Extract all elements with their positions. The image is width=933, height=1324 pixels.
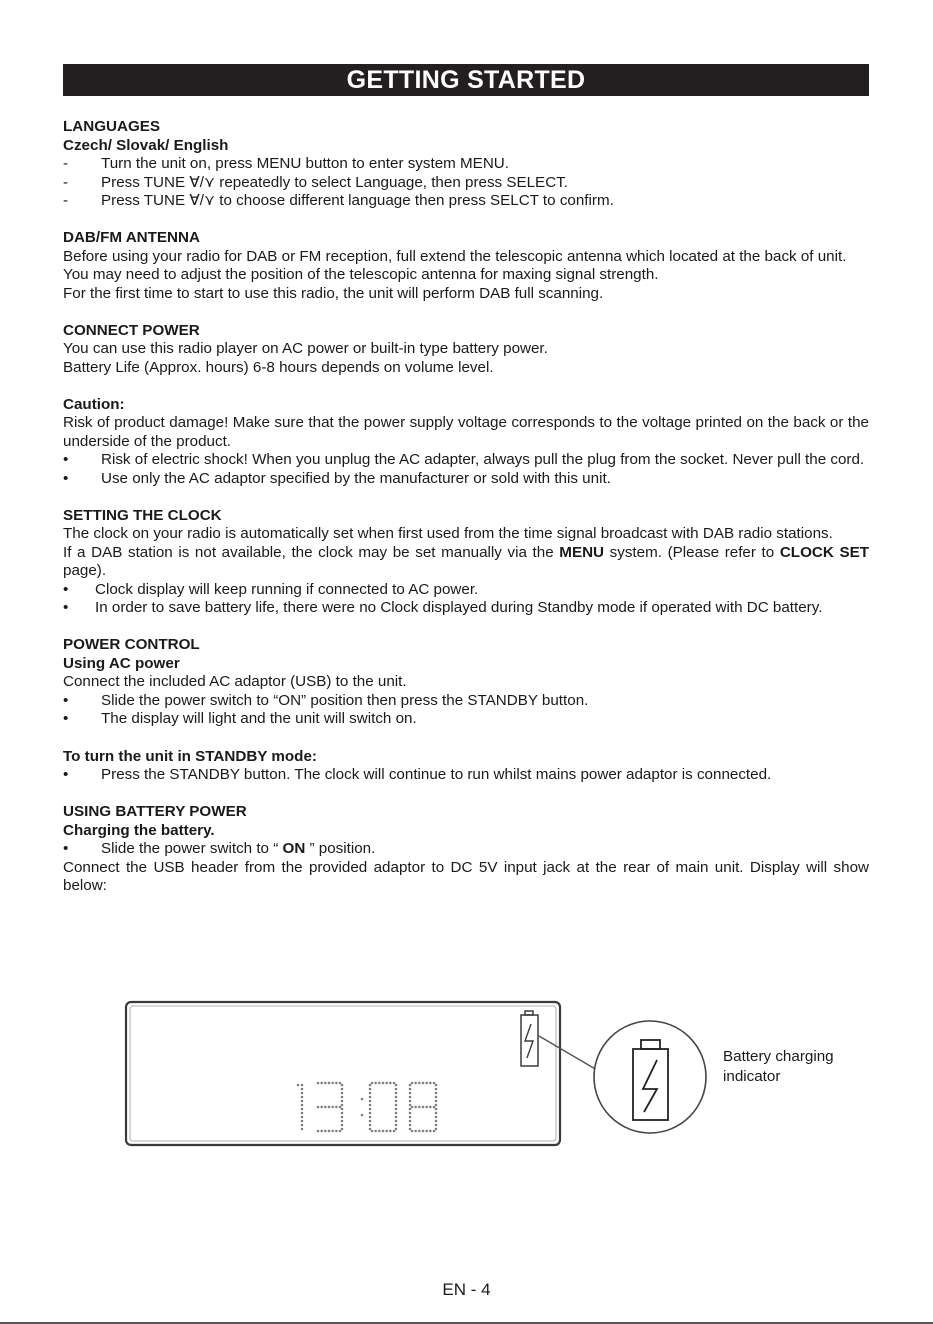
lcd-dot <box>341 1088 344 1091</box>
paragraph: You may need to adjust the position of the telescopic antenna for maxing signal strength. <box>63 266 659 284</box>
lcd-screen-inner <box>130 1006 556 1141</box>
lcd-dot <box>361 1098 364 1101</box>
lcd-dot <box>409 1120 412 1123</box>
lcd-dot <box>418 1130 421 1133</box>
lcd-dot <box>341 1128 344 1131</box>
lcd-dot <box>301 1116 304 1119</box>
battery-section <box>63 803 869 896</box>
lcd-dot <box>369 1124 372 1127</box>
lcd-dot <box>409 1092 412 1095</box>
bullet-marker: • <box>63 580 69 598</box>
lcd-dot <box>335 1082 338 1085</box>
lcd-dot <box>409 1128 412 1131</box>
caution-heading: Caution: <box>63 395 125 413</box>
paragraph: Battery Life (Approx. hours) 6-8 hours depends on volume level. <box>63 358 494 376</box>
clock-set-keyword: CLOCK SET <box>779 543 869 561</box>
caution-section <box>63 396 869 489</box>
lcd-dot <box>418 1082 421 1085</box>
lcd-dot <box>301 1092 304 1095</box>
list-item <box>63 451 869 470</box>
lcd-dot <box>324 1082 327 1085</box>
antenna-section <box>63 229 869 303</box>
list-item <box>63 155 869 174</box>
lcd-dot <box>414 1130 417 1133</box>
lcd-dot <box>341 1100 344 1103</box>
lcd-dot <box>301 1112 304 1115</box>
bullet-marker: • <box>63 599 69 617</box>
lcd-dot <box>317 1082 320 1085</box>
lcd-dot <box>317 1130 320 1133</box>
lcd-dot <box>341 1084 344 1087</box>
standby-section <box>63 748 869 785</box>
bullet-marker: • <box>63 710 69 728</box>
bullet-marker: • <box>63 840 69 858</box>
list-item-text: Press TUNE Ɐ/⋎ to choose different language then press SELCT to confirm. <box>101 192 614 209</box>
lcd-dot <box>369 1128 372 1131</box>
lcd-dot <box>385 1082 388 1085</box>
lcd-dot <box>435 1104 438 1107</box>
battery-subheading: Charging the battery. <box>63 821 215 839</box>
bullet-marker: • <box>63 469 69 487</box>
lcd-dot <box>335 1130 338 1133</box>
lcd-dot <box>331 1082 334 1085</box>
lcd-dot <box>361 1114 364 1117</box>
list-item <box>63 599 869 618</box>
connect-power-heading: CONNECT POWER <box>63 321 200 339</box>
lcd-dot <box>335 1106 338 1109</box>
standby-heading: To turn the unit in STANDBY mode: <box>63 747 317 765</box>
lcd-dot <box>422 1106 425 1109</box>
clock-display-digits <box>297 1082 438 1133</box>
list-item <box>63 840 869 859</box>
lcd-dot <box>409 1088 412 1091</box>
power-control-heading: POWER CONTROL <box>63 636 200 654</box>
lcd-dot <box>371 1130 374 1133</box>
lcd-dot <box>409 1116 412 1119</box>
menu-keyword: MENU <box>559 543 605 561</box>
list-item-text: Slide the power switch to “ON” position then press the STANDBY button. <box>101 691 589 709</box>
lcd-dot <box>374 1130 377 1133</box>
clock-heading: SETTING THE CLOCK <box>63 506 222 524</box>
lcd-dot <box>378 1130 381 1133</box>
lcd-dot <box>395 1100 398 1103</box>
lcd-dot <box>369 1096 372 1099</box>
lcd-dot <box>422 1130 425 1133</box>
lcd-dot <box>339 1082 342 1085</box>
lcd-dot <box>341 1096 344 1099</box>
list-item-text: The display will light and the unit will switch on. <box>101 710 417 728</box>
bullet-marker: • <box>63 451 69 469</box>
lcd-dot <box>393 1082 396 1085</box>
lcd-dot <box>435 1088 438 1091</box>
languages-heading: LANGUAGES <box>63 118 161 135</box>
lcd-dot <box>369 1112 372 1115</box>
lcd-dot <box>435 1092 438 1095</box>
lcd-dot <box>433 1082 436 1085</box>
lcd-dot <box>409 1100 412 1103</box>
lcd-dot <box>324 1106 327 1109</box>
magnifier-circle <box>594 1021 706 1133</box>
lcd-dot <box>331 1130 334 1133</box>
lcd-dot <box>317 1106 320 1109</box>
lcd-dot <box>435 1112 438 1115</box>
lcd-dot <box>339 1106 342 1109</box>
lcd-dot <box>409 1112 412 1115</box>
page-number: EN - 4 <box>442 1280 491 1299</box>
lcd-dot <box>395 1108 398 1111</box>
lcd-dot <box>429 1130 432 1133</box>
lcd-dot <box>301 1096 304 1099</box>
lcd-dot <box>301 1088 304 1091</box>
paragraph: Risk of product damage! Make sure that the power supply voltage corresponds to the voltage printed on the back or the underside of the product. <box>63 414 869 450</box>
lcd-dot <box>435 1120 438 1123</box>
lcd-dot <box>369 1088 372 1091</box>
paragraph: The clock on your radio is automatically set when first used from the time signal broadcast with DAB radio stations. <box>63 525 833 543</box>
list-item <box>63 174 869 193</box>
on-keyword: ON <box>282 840 306 858</box>
paragraph: For the first time to start to use this radio, the unit will perform DAB full scanning. <box>63 284 604 302</box>
lcd-dot <box>409 1084 412 1087</box>
lcd-dot <box>378 1082 381 1085</box>
battery-charging-indicator-label: Battery charging indicator <box>723 1048 834 1085</box>
lcd-dot <box>382 1082 385 1085</box>
lcd-dot <box>389 1082 392 1085</box>
text-run: Slide the power switch to “ <box>101 840 283 858</box>
lcd-dot <box>301 1124 304 1127</box>
lcd-dot <box>393 1130 396 1133</box>
lcd-dot <box>411 1130 414 1133</box>
list-marker: - <box>63 192 69 209</box>
callout-line <box>539 1036 597 1070</box>
page-content <box>63 118 869 896</box>
paragraph: Connect the included AC adaptor (USB) to the unit. <box>63 673 407 691</box>
lcd-dot <box>422 1082 425 1085</box>
languages-subheading: Czech/ Slovak/ English <box>63 136 229 154</box>
lcd-dot <box>301 1084 304 1087</box>
power-control-subheading: Using AC power <box>63 654 180 672</box>
lcd-dot <box>395 1092 398 1095</box>
antenna-heading: DAB/FM ANTENNA <box>63 229 200 247</box>
list-item <box>63 581 869 600</box>
lcd-dot <box>341 1108 344 1111</box>
lcd-dot <box>395 1120 398 1123</box>
lcd-dot <box>395 1128 398 1131</box>
lcd-dot <box>324 1130 327 1133</box>
lcd-dot <box>425 1130 428 1133</box>
lcd-dot <box>369 1084 372 1087</box>
lcd-dot <box>371 1082 374 1085</box>
lcd-dot <box>339 1130 342 1133</box>
lcd-dot <box>328 1106 331 1109</box>
lcd-dot <box>389 1130 392 1133</box>
lcd-dot <box>369 1104 372 1107</box>
lcd-dot <box>435 1096 438 1099</box>
text-run: If a DAB station is not available, the clock may be set manually via the <box>63 543 560 561</box>
list-item <box>63 692 869 711</box>
lcd-dot <box>425 1082 428 1085</box>
lcd-dot <box>320 1106 323 1109</box>
lcd-dot <box>320 1130 323 1133</box>
power-control-section <box>63 636 869 729</box>
lcd-dot <box>435 1124 438 1127</box>
lcd-dot <box>369 1092 372 1095</box>
text-run: page). <box>63 562 107 580</box>
lcd-dot <box>395 1124 398 1127</box>
connect-power-section <box>63 322 869 378</box>
text-run: ” position. <box>305 840 376 858</box>
lcd-dot <box>328 1082 331 1085</box>
list-item <box>63 470 869 489</box>
lcd-dot <box>382 1130 385 1133</box>
list-item <box>63 192 869 211</box>
lcd-dot <box>320 1082 323 1085</box>
list-item-text: Risk of electric shock! When you unplug the AC adapter, always pull the plug from the socket. Never pull the cord. <box>101 451 865 469</box>
lcd-dot <box>341 1104 344 1107</box>
list-item-text: Press TUNE Ɐ/⋎ repeatedly to select Language, then press SELECT. <box>101 173 568 191</box>
list-item <box>63 710 869 729</box>
lcd-dot <box>395 1096 398 1099</box>
lcd-dot <box>435 1108 438 1111</box>
lcd-dot <box>341 1116 344 1119</box>
bullet-marker: • <box>63 691 69 709</box>
lcd-dot <box>341 1112 344 1115</box>
lcd-dot <box>301 1120 304 1123</box>
page-title: GETTING STARTED <box>63 64 869 96</box>
lcd-dot <box>369 1116 372 1119</box>
clock-section <box>63 507 869 618</box>
paragraph: Before using your radio for DAB or FM reception, full extend the telescopic antenna which located at the back of unit. <box>63 247 847 265</box>
lcd-dot <box>331 1106 334 1109</box>
lcd-dot <box>369 1120 372 1123</box>
list-item-text: Use only the AC adaptor specified by the manufacturer or sold with this unit. <box>101 469 611 487</box>
lcd-dot <box>435 1116 438 1119</box>
paragraph: Connect the USB header from the provided adaptor to DC 5V input jack at the rear of main unit. Display will show below: <box>63 858 869 895</box>
lcd-dot <box>374 1082 377 1085</box>
lcd-dot <box>341 1124 344 1127</box>
battery-charging-icon <box>521 1011 538 1066</box>
lcd-dot <box>385 1130 388 1133</box>
list-marker: - <box>63 173 69 191</box>
lcd-dot <box>328 1130 331 1133</box>
lcd-dot <box>418 1106 421 1109</box>
lcd-dot <box>301 1108 304 1111</box>
lcd-dot <box>301 1128 304 1131</box>
bullet-marker: • <box>63 766 69 784</box>
lcd-dot <box>409 1104 412 1107</box>
lcd-dot <box>301 1100 304 1103</box>
list-item-text: In order to save battery life, there were no Clock displayed during Standby mode if operated with DC battery. <box>95 599 823 617</box>
lcd-dot <box>409 1108 412 1111</box>
lcd-dot <box>435 1084 438 1087</box>
list-item-text: Press the STANDBY button. The clock will continue to run whilst mains power adaptor is connected. <box>101 766 772 784</box>
lcd-dot <box>395 1112 398 1115</box>
battery-heading: USING BATTERY POWER <box>63 803 247 821</box>
lcd-dot <box>301 1104 304 1107</box>
lcd-screen <box>126 1002 560 1145</box>
lcd-dot <box>395 1088 398 1091</box>
text-run: system. (Please refer to <box>604 543 780 561</box>
lcd-dot <box>411 1082 414 1085</box>
lcd-dot <box>409 1096 412 1099</box>
list-item-text: Clock display will keep running if connected to AC power. <box>95 580 479 598</box>
lcd-dot <box>414 1106 417 1109</box>
lcd-dot <box>395 1104 398 1107</box>
lcd-dot <box>369 1100 372 1103</box>
lcd-dot <box>425 1106 428 1109</box>
lcd-dot <box>435 1100 438 1103</box>
paragraph: You can use this radio player on AC power or built-in type battery power. <box>63 340 548 358</box>
lcd-dot <box>341 1120 344 1123</box>
lcd-dot <box>409 1124 412 1127</box>
lcd-dot <box>395 1084 398 1087</box>
list-item-text: Turn the unit on, press MENU button to enter system MENU. <box>101 155 509 172</box>
lcd-dot <box>433 1130 436 1133</box>
battery-charging-icon-large <box>633 1040 668 1120</box>
lcd-dot <box>369 1108 372 1111</box>
lcd-dot <box>433 1106 436 1109</box>
list-item <box>63 766 869 785</box>
lcd-dot <box>429 1106 432 1109</box>
lcd-dot <box>297 1084 300 1087</box>
lcd-dot <box>395 1116 398 1119</box>
lcd-dot <box>341 1092 344 1095</box>
lcd-dot <box>429 1082 432 1085</box>
list-marker: - <box>63 155 69 172</box>
languages-section <box>63 118 869 211</box>
lcd-dot <box>411 1106 414 1109</box>
lcd-dot <box>414 1082 417 1085</box>
lcd-dot <box>435 1128 438 1131</box>
paragraph <box>63 544 869 581</box>
